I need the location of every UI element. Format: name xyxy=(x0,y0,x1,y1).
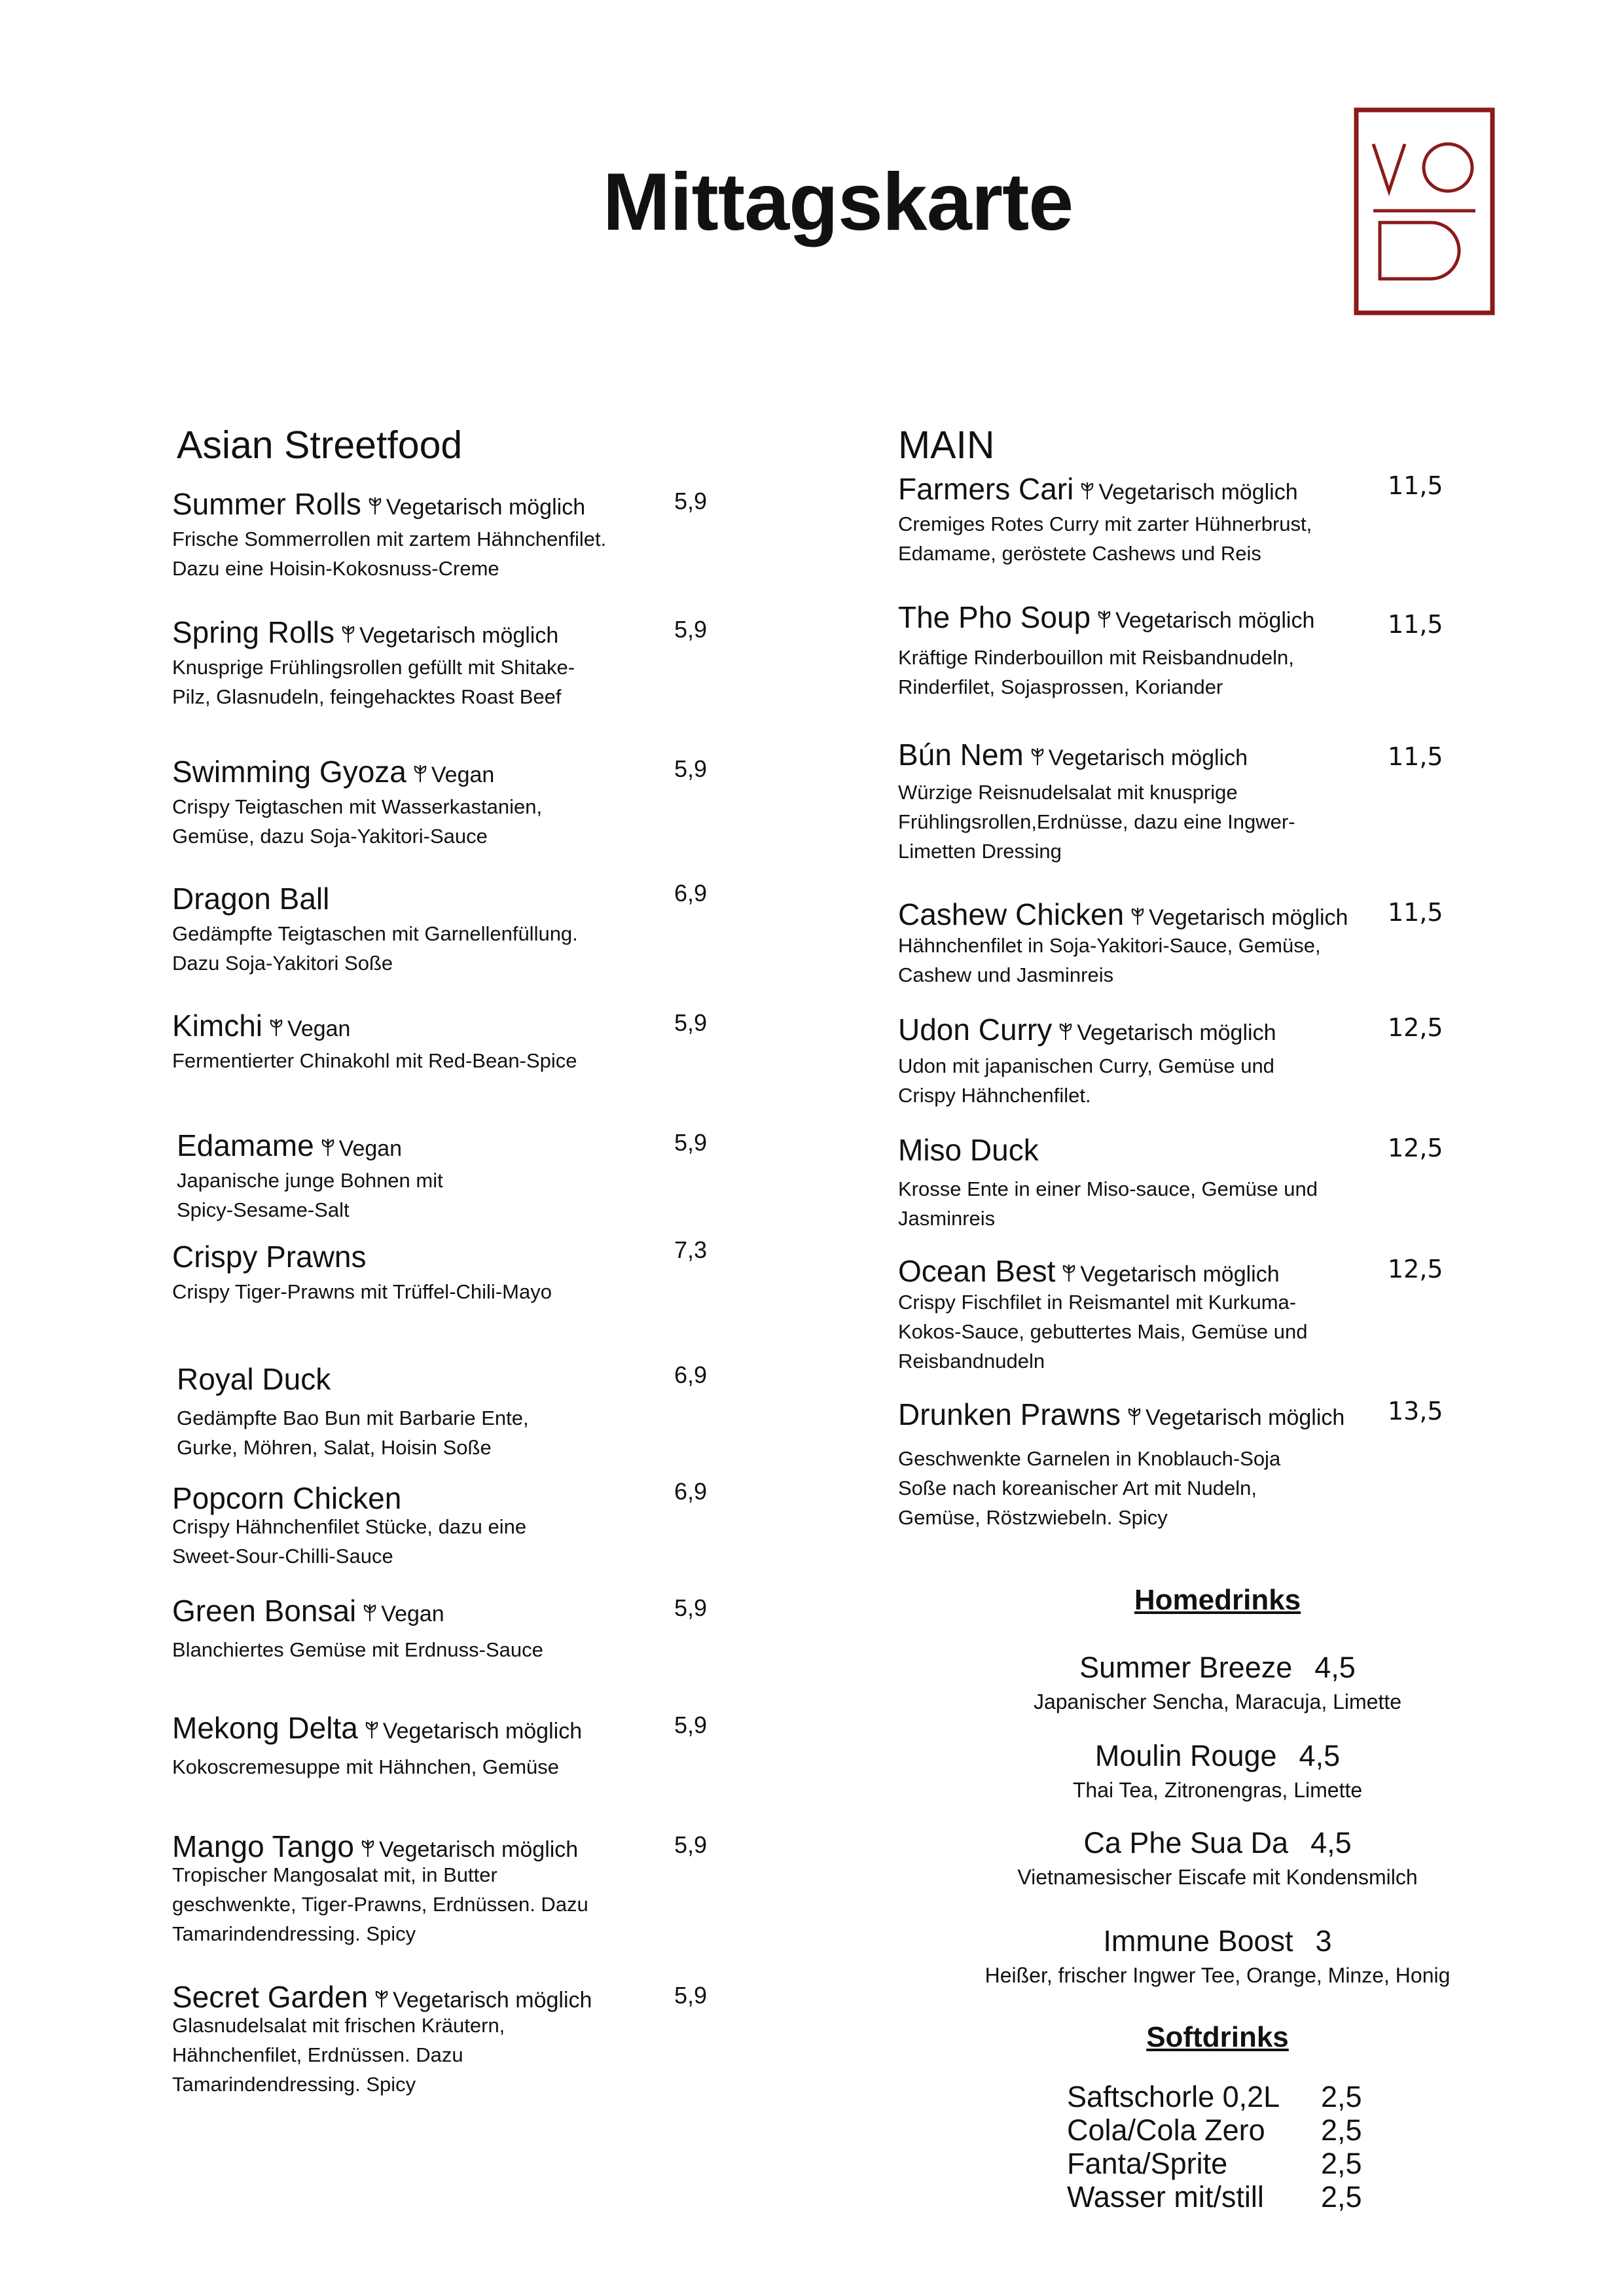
menu-item-note: Vegan xyxy=(338,1136,403,1161)
description-line: Frische Sommerrollen mit zartem Hähnchenfilet. xyxy=(172,528,607,550)
homedrink-price: 4,5 xyxy=(1310,1826,1352,1859)
menu-item xyxy=(172,1710,582,1782)
menu-item-description xyxy=(172,1512,526,1571)
menu-item-description xyxy=(898,1444,1344,1532)
description-line: Rinderfilet, Sojasprossen, Koriander xyxy=(898,675,1223,698)
menu-item-price: 6,9 xyxy=(674,1478,708,1505)
homedrink-item xyxy=(923,1924,1512,1988)
description-line: Crispy Fischfilet in Reismantel mit Kurkuma- xyxy=(898,1291,1297,1314)
plant-icon xyxy=(1058,1013,1073,1033)
description-line: Krosse Ente in einer Miso-sauce, Gemüse und xyxy=(898,1177,1318,1200)
menu-item-price: 5,9 xyxy=(674,1712,708,1738)
menu-item xyxy=(172,1979,592,2099)
softdrink-price: 2,5 xyxy=(1321,2113,1362,2147)
plant-icon xyxy=(1080,473,1094,492)
menu-item xyxy=(898,1253,1308,1376)
menu-item-name: Crispy Prawns xyxy=(172,1240,367,1274)
menu-item-name: Miso Duck xyxy=(898,1133,1039,1167)
menu-item-name: Dragon Ball xyxy=(172,882,330,916)
plant-icon xyxy=(1062,1255,1076,1274)
menu-item-name-row xyxy=(172,1829,588,1864)
plant-icon xyxy=(365,1712,379,1731)
description-line: Frühlingsrollen,Erdnüsse, dazu eine Ingwer- xyxy=(898,810,1295,833)
description-line: Gurke, Möhren, Salat, Hoisin Soße xyxy=(177,1436,492,1459)
description-line: Crispy Tiger-Prawns mit Trüffel-Chili-Mayo xyxy=(172,1280,552,1303)
menu-item-description xyxy=(898,778,1295,866)
menu-item-note: Vegetarisch möglich xyxy=(1048,745,1248,770)
description-line: Tropischer Mangosalat mit, in Butter xyxy=(172,1863,497,1886)
description-line: Udon mit japanischen Curry, Gemüse und xyxy=(898,1054,1274,1077)
softdrink-price: 2,5 xyxy=(1321,2180,1362,2214)
menu-item-name: Cashew Chicken xyxy=(898,897,1125,931)
homedrink-name: Ca Phe Sua Da xyxy=(1083,1826,1289,1859)
description-line: Jasminreis xyxy=(898,1207,996,1230)
menu-item-description xyxy=(898,643,1314,702)
homedrink-description: Japanischer Sencha, Maracuja, Limette xyxy=(1033,1690,1402,1713)
menu-item-description xyxy=(172,524,606,583)
menu-item-name-row xyxy=(172,1979,592,2015)
void-logo-icon xyxy=(1354,107,1495,315)
menu-item-note: Vegan xyxy=(381,1602,444,1626)
menu-item-description xyxy=(172,1860,588,1948)
menu-item-price: 12,5 xyxy=(1388,1255,1443,1283)
description-line: Kräftige Rinderbouillon mit Reisbandnudeln, xyxy=(898,646,1294,669)
plant-icon xyxy=(363,1594,377,1614)
description-line: Pilz, Glasnudeln, feingehacktes Roast Beef xyxy=(172,685,562,708)
description-line: Gemüse, Röstzwiebeln. Spicy xyxy=(898,1506,1168,1529)
softdrink-item xyxy=(1067,2080,1362,2113)
menu-item-name-row xyxy=(172,1008,577,1043)
homedrink-description: Heißer, frischer Ingwer Tee, Orange, Minze, Honig xyxy=(984,1964,1451,1987)
menu-item-name: Bún Nem xyxy=(898,738,1024,772)
menu-item-note: Vegetarisch möglich xyxy=(378,1837,579,1862)
menu-item-name: Drunken Prawns xyxy=(898,1397,1121,1431)
homedrink-description: Vietnamesischer Eiscafe mit Kondensmilch xyxy=(1017,1865,1418,1889)
menu-item-name: Summer Rolls xyxy=(172,487,361,521)
homedrink-title-row xyxy=(923,1739,1512,1773)
softdrink-item xyxy=(1067,2113,1362,2147)
menu-item-name: Popcorn Chicken xyxy=(172,1481,402,1515)
description-line: Kokos-Sauce, gebuttertes Mais, Gemüse und xyxy=(898,1320,1308,1343)
menu-item-price: 13,5 xyxy=(1388,1397,1443,1426)
menu-item-note: Vegetarisch möglich xyxy=(1098,480,1298,505)
description-line: Reisbandnudeln xyxy=(898,1350,1045,1372)
description-line: Hähnchenfilet, Erdnüssen. Dazu xyxy=(172,2043,463,2066)
menu-item xyxy=(172,881,578,978)
menu-item-price: 12,5 xyxy=(1388,1013,1443,1042)
description-line: Limetten Dressing xyxy=(898,840,1062,863)
homedrink-price: 4,5 xyxy=(1299,1739,1341,1772)
menu-item-description xyxy=(172,1046,577,1075)
menu-item-note: Vegetarisch möglich xyxy=(1146,1405,1345,1430)
menu-item xyxy=(898,1397,1344,1532)
plant-icon xyxy=(1097,601,1111,620)
softdrink-price: 2,5 xyxy=(1321,2147,1362,2180)
menu-item-name-row xyxy=(172,486,606,522)
menu-item-name: Edamame xyxy=(177,1128,314,1162)
homedrink-name: Summer Breeze xyxy=(1079,1651,1293,1684)
menu-item-price: 5,9 xyxy=(674,1982,708,2009)
homedrink-title-row xyxy=(923,1651,1512,1685)
description-line: Gedämpfte Teigtaschen mit Garnellenfüllung. xyxy=(172,922,578,945)
menu-item-price: 11,5 xyxy=(1388,610,1443,639)
main-heading: MAIN xyxy=(898,423,995,467)
menu-item-description xyxy=(898,1287,1308,1376)
softdrinks-list xyxy=(1067,2080,1362,2214)
softdrink-name: Wasser mit/still xyxy=(1067,2180,1264,2214)
description-line: Knusprige Frühlingsrollen gefüllt mit Shitake- xyxy=(172,656,575,679)
homedrink-price: 3 xyxy=(1315,1924,1332,1958)
plant-icon xyxy=(1030,738,1045,758)
menu-item-name-row xyxy=(898,737,1295,772)
menu-item xyxy=(172,615,575,711)
menu-item-name-row xyxy=(898,1397,1344,1432)
menu-item-description xyxy=(898,1174,1318,1233)
menu-item-name: Secret Garden xyxy=(172,1980,369,2014)
description-line: Crispy Hähnchenfilet. xyxy=(898,1084,1091,1107)
menu-item-description xyxy=(172,1635,543,1664)
menu-item-name-row xyxy=(177,1128,443,1163)
softdrink-name: Cola/Cola Zero xyxy=(1067,2113,1265,2147)
plant-icon xyxy=(341,616,355,636)
menu-item xyxy=(898,1132,1318,1233)
menu-item-name-row xyxy=(898,897,1348,932)
menu-item-price: 11,5 xyxy=(1388,898,1443,927)
description-line: Geschwenkte Garnelen in Knoblauch-Soja xyxy=(898,1447,1281,1470)
menu-item-note: Vegetarisch möglich xyxy=(1115,608,1315,633)
menu-item xyxy=(898,471,1312,568)
menu-item-note: Vegetarisch möglich xyxy=(1080,1262,1280,1287)
description-line: Soße nach koreanischer Art mit Nudeln, xyxy=(898,1477,1257,1499)
menu-item-note: Vegan xyxy=(431,762,495,787)
softdrinks-heading: Softdrinks xyxy=(1146,2021,1289,2053)
description-line: Crispy Hähnchenfilet Stücke, dazu eine xyxy=(172,1515,527,1538)
menu-item-name-row xyxy=(172,881,578,916)
menu-item-price: 5,9 xyxy=(674,1009,708,1036)
softdrink-item xyxy=(1067,2180,1362,2214)
menu-item-description xyxy=(898,1051,1276,1110)
menu-item-name-row xyxy=(172,1710,582,1746)
menu-item xyxy=(177,1128,443,1225)
description-line: Fermentierter Chinakohl mit Red-Bean-Spice xyxy=(172,1049,577,1072)
plant-icon xyxy=(368,488,382,507)
menu-item-name: The Pho Soup xyxy=(898,600,1091,634)
description-line: Dazu Soja-Yakitori Soße xyxy=(172,952,393,975)
menu-item-price: 11,5 xyxy=(1388,471,1443,500)
menu-item-description xyxy=(172,1752,582,1782)
menu-item-note: Vegetarisch möglich xyxy=(1077,1020,1276,1045)
menu-item-name: Mango Tango xyxy=(172,1829,354,1863)
softdrink-name: Saftschorle 0,2L xyxy=(1067,2080,1280,2113)
menu-item-note: Vegetarisch möglich xyxy=(1149,905,1348,930)
description-line: Blanchiertes Gemüse mit Erdnuss-Sauce xyxy=(172,1638,543,1661)
menu-item-note: Vegetarisch möglich xyxy=(386,495,586,520)
menu-item-note: Vegetarisch möglich xyxy=(382,1719,583,1744)
homedrink-item xyxy=(923,1826,1512,1890)
description-line: Kokoscremesuppe mit Hähnchen, Gemüse xyxy=(172,1755,560,1778)
menu-item-name-row xyxy=(898,471,1312,507)
menu-item-note: Vegetarisch möglich xyxy=(393,1988,592,2013)
homedrink-price: 4,5 xyxy=(1314,1651,1356,1684)
menu-item xyxy=(898,737,1295,866)
menu-item-note: Vegan xyxy=(287,1016,351,1041)
menu-item-description xyxy=(172,919,578,978)
plant-icon xyxy=(321,1129,335,1149)
menu-item-price: 5,9 xyxy=(674,1831,708,1858)
homedrink-description: Thai Tea, Zitronengras, Limette xyxy=(1072,1778,1363,1802)
softdrink-price: 2,5 xyxy=(1321,2080,1362,2113)
menu-item xyxy=(172,1239,552,1306)
description-line: Würzige Reisnudelsalat mit knusprige xyxy=(898,781,1238,804)
menu-item-name-row xyxy=(172,1593,543,1628)
plant-icon xyxy=(413,755,427,775)
plant-icon xyxy=(361,1830,375,1850)
menu-item-note: Vegetarisch möglich xyxy=(359,623,559,648)
menu-item xyxy=(172,1593,543,1664)
menu-item-name: Farmers Cari xyxy=(898,472,1074,506)
description-line: Spicy-Sesame-Salt xyxy=(177,1198,350,1221)
menu-item-price: 5,9 xyxy=(674,755,708,782)
menu-item xyxy=(172,1480,526,1571)
menu-item-description xyxy=(172,792,542,851)
menu-item-price: 5,9 xyxy=(674,1594,708,1621)
menu-item-name: Spring Rolls xyxy=(172,615,334,649)
description-line: Edamame, geröstete Cashews und Reis xyxy=(898,542,1261,565)
description-line: Gemüse, dazu Soja-Yakitori-Sauce xyxy=(172,825,488,848)
menu-item-name-row xyxy=(172,1480,526,1516)
description-line: Sweet-Sour-Chilli-Sauce xyxy=(172,1545,393,1568)
menu-item xyxy=(898,1012,1276,1110)
description-line: Cremiges Rotes Curry mit zarter Hühnerbrust, xyxy=(898,512,1312,535)
description-line: geschwenkte, Tiger-Prawns, Erdnüssen. Dazu xyxy=(172,1893,588,1916)
menu-item-price: 5,9 xyxy=(674,616,708,643)
menu-item-description xyxy=(898,509,1312,568)
menu-item xyxy=(172,486,606,583)
description-line: Glasnudelsalat mit frischen Kräutern, xyxy=(172,2014,505,2037)
menu-item-price: 6,9 xyxy=(674,1361,708,1388)
menu-item-price: 12,5 xyxy=(1388,1134,1443,1162)
streetfood-heading: Asian Streetfood xyxy=(177,423,463,467)
menu-item-description xyxy=(172,653,575,711)
softdrink-name: Fanta/Sprite xyxy=(1067,2147,1228,2180)
menu-item-description xyxy=(177,1403,529,1462)
menu-item-name: Kimchi xyxy=(172,1009,263,1043)
description-line: Cashew und Jasminreis xyxy=(898,963,1114,986)
homedrink-name: Moulin Rouge xyxy=(1094,1739,1277,1772)
plant-icon xyxy=(1127,1398,1142,1418)
menu-item xyxy=(172,1829,588,1948)
menu-item-description xyxy=(172,2011,592,2099)
menu-item-name-row xyxy=(172,1239,552,1274)
menu-item-name-row xyxy=(898,1253,1308,1289)
menu-item-price: 5,9 xyxy=(674,488,708,514)
menu-item-name: Swimming Gyoza xyxy=(172,755,406,789)
menu-item-name-row xyxy=(898,1012,1276,1047)
menu-item-name-row xyxy=(172,754,542,789)
menu-item-description xyxy=(177,1166,443,1225)
plant-icon xyxy=(1130,898,1145,918)
menu-item-price: 6,9 xyxy=(674,880,708,906)
menu-item-price: 7,3 xyxy=(674,1236,708,1263)
menu-item-name: Mekong Delta xyxy=(172,1711,358,1745)
menu-item xyxy=(898,600,1314,702)
plant-icon xyxy=(374,1981,389,2000)
softdrink-item xyxy=(1067,2147,1362,2180)
menu-item xyxy=(172,754,542,851)
menu-item xyxy=(898,897,1348,990)
homedrink-title-row xyxy=(923,1826,1512,1860)
menu-item-name-row xyxy=(898,1132,1318,1168)
description-line: Gedämpfte Bao Bun mit Barbarie Ente, xyxy=(177,1407,529,1429)
homedrink-name: Immune Boost xyxy=(1103,1924,1293,1958)
menu-item xyxy=(172,1008,577,1075)
plant-icon xyxy=(269,1009,283,1029)
homedrinks-heading: Homedrinks xyxy=(1134,1584,1301,1616)
menu-item-name: Ocean Best xyxy=(898,1254,1056,1288)
description-line: Crispy Teigtaschen mit Wasserkastanien, xyxy=(172,795,543,818)
homedrink-item xyxy=(923,1651,1512,1714)
homedrink-title-row xyxy=(923,1924,1512,1958)
menu-item-description xyxy=(898,931,1348,990)
description-line: Tamarindendressing. Spicy xyxy=(172,2073,416,2096)
homedrink-item xyxy=(923,1739,1512,1803)
menu-item-name: Udon Curry xyxy=(898,1013,1053,1047)
menu-item-description xyxy=(172,1277,552,1306)
menu-item-name: Royal Duck xyxy=(177,1362,331,1396)
menu-item xyxy=(177,1361,529,1462)
description-line: Dazu eine Hoisin-Kokosnuss-Creme xyxy=(172,557,499,580)
menu-item-name-row xyxy=(172,615,575,650)
page-title: Mittagskarte xyxy=(602,157,1074,247)
menu-item-name-row xyxy=(898,600,1314,635)
menu-item-name-row xyxy=(177,1361,529,1397)
menu-item-name: Green Bonsai xyxy=(172,1594,357,1628)
description-line: Hähnchenfilet in Soja-Yakitori-Sauce, Gemüse, xyxy=(898,934,1321,957)
description-line: Japanische junge Bohnen mit xyxy=(177,1169,443,1192)
menu-item-price: 11,5 xyxy=(1388,742,1443,771)
menu-item-price: 5,9 xyxy=(674,1129,708,1156)
description-line: Tamarindendressing. Spicy xyxy=(172,1922,416,1945)
